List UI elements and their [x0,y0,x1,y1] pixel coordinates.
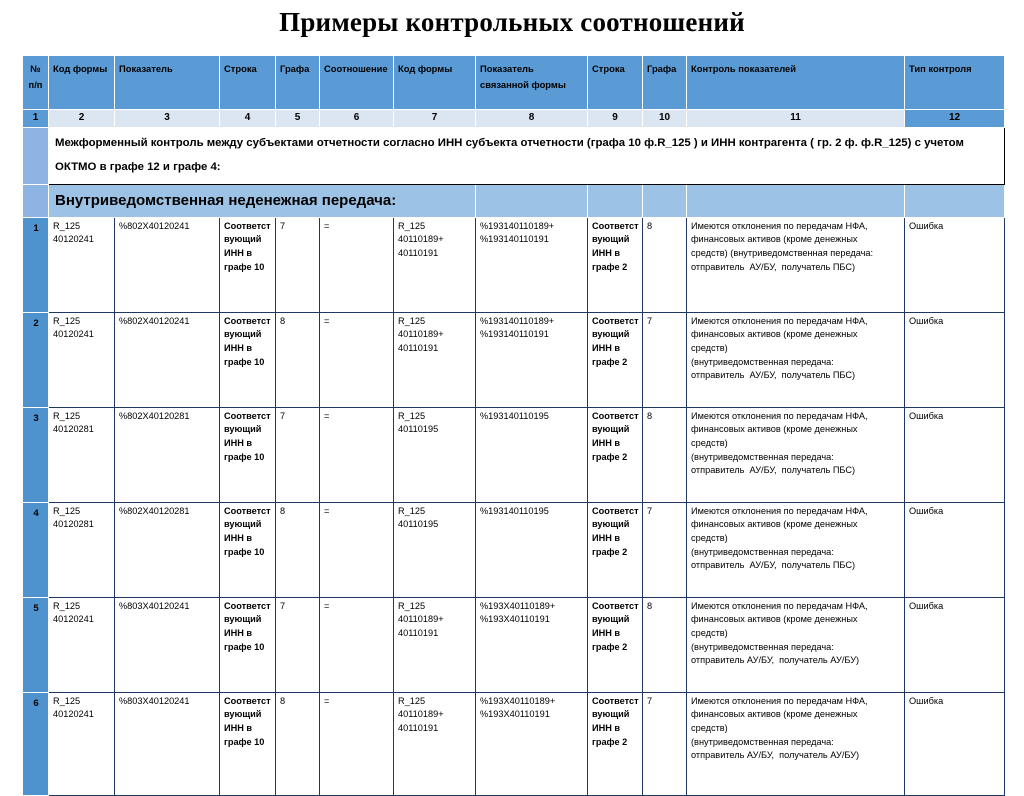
cell-line-text: 40120241 [53,329,94,340]
cell-line-text: вующий [224,709,262,720]
cell-line-text: вующий [224,614,262,625]
cell-line-text: средств) (внутриведомственная передача: [691,248,874,259]
cell-line-text: графе 2 [592,261,628,272]
cell-line [220,312,276,407]
cell-line-text: 8 [647,410,653,421]
cell-line-text: Соответст [592,695,639,706]
cell-line-text: %802X40120241 [119,220,190,231]
cell-line [220,692,276,795]
cell-related-indicator [476,312,588,407]
cell-line-text: 8 [647,600,653,611]
cell-line-text: %193X40110191 [480,709,550,720]
cell-relation [320,312,394,407]
cell-line-text: Имеются отклонения по передачам НФА, [691,410,868,421]
cell-line-text: Имеются отклонения по передачам НФА, [691,505,868,516]
cell-line-text: графе 10 [224,356,265,367]
table-row[interactable] [23,597,1005,692]
cell-line-text: Соответст [592,600,639,611]
cell-line-text: Соответст [592,220,639,231]
colnum-5: 5 [276,110,320,128]
cell-line-text: Соответст [592,410,639,421]
cell-related-form-code [394,217,476,312]
cell-column [276,312,320,407]
cell-line-text: R_125 [53,220,81,231]
header-cell-column: Графа [276,56,320,110]
cell-line-text: 8 [280,695,286,706]
cell-line-text: R_125 [53,505,81,516]
cell-control [687,217,905,312]
cell-related-column [643,407,687,502]
cell-column [276,217,320,312]
cell-line-text: ИНН в [592,248,621,259]
cell-control [687,407,905,502]
cell-line-text: вующий [224,329,262,340]
cell-line-text: R_125 [53,315,81,326]
cell-line-text: средств) [691,343,728,354]
cell-line-text: = [324,315,330,326]
table-header-row [23,56,1005,110]
cell-line-text: ИНН в [592,438,621,449]
cell-line-text: 7 [647,315,653,326]
cell-line-text: графе 2 [592,451,628,462]
cell-line-text: R_125 [53,410,81,421]
cell-line-text: ИНН в [224,438,253,449]
cell-relation [320,597,394,692]
cell-form-code [49,597,115,692]
cell-related-form-code [394,312,476,407]
page-title: Примеры контрольных соотношений [279,7,745,37]
control-ratios-table [22,55,1005,796]
section-row-title: Внутриведомственная неденежная передача: [49,184,476,217]
cell-line-text: 7 [280,410,286,421]
cell-control-type [905,502,1005,597]
cell-line-text: 40110189+ [398,234,444,245]
cell-line-text: графе 10 [224,546,265,557]
colnum-8: 8 [476,110,588,128]
cell-line-text: Соответст [592,315,639,326]
cell-line-text: графе 10 [224,451,265,462]
cell-line [220,597,276,692]
cell-line-text: вующий [224,424,262,435]
cell-related-line [588,597,643,692]
cell-line-text: R_125 [398,505,426,516]
note-row-text: Межформенный контроль между субъектами отчетности согласно ИНН субъекта отчетности (графа 10 ф.R_125 ) и ИНН контрагента ( гр. 2 ф. ф.R_125) с учетом ОКТМО в графе 12 и графе 4: [49,127,1005,184]
cell-control [687,312,905,407]
cell-line-text: R_125 [398,600,426,611]
cell-line-text: Соответст [224,695,271,706]
cell-line-text: графе 10 [224,736,265,747]
section-row-side-marker [23,184,49,217]
header-cell-indicator: Показатель [115,56,220,110]
cell-related-form-code [394,597,476,692]
cell-control-type [905,312,1005,407]
cell-related-line [588,407,643,502]
cell-line-text: R_125 [398,695,426,706]
cell-line-text: ИНН в [224,343,253,354]
table-row[interactable] [23,407,1005,502]
cell-line-text: R_125 [398,410,426,421]
control-ratios-table-wrapper [22,55,1004,796]
cell-line-text: 8 [647,220,653,231]
table-row[interactable] [23,312,1005,407]
cell-column [276,692,320,795]
colnum-9: 9 [588,110,643,128]
header-cell-line: Строка [220,56,276,110]
colnum-2: 2 [49,110,115,128]
cell-line-text: Ошибка [909,410,944,421]
cell-indicator [115,217,220,312]
cell-relation [320,502,394,597]
cell-related-indicator [476,407,588,502]
cell-line-text: Соответст [224,505,271,516]
row-number: 4 [23,502,49,597]
table-row[interactable] [23,217,1005,312]
cell-line-text: вующий [592,519,630,530]
cell-related-column [643,597,687,692]
cell-form-code [49,217,115,312]
cell-line-text: графе 2 [592,641,628,652]
cell-line-text: %193X40110189+ [480,600,556,611]
cell-line-text: = [324,505,330,516]
cell-line-text: отправитель АУ/БУ, получатель АУ/БУ) [691,655,860,666]
header-cell-form-code: Код формы [49,56,115,110]
cell-line-text: 40120241 [53,234,94,245]
cell-line-text: %803X40120241 [119,600,190,611]
cell-line-text: %193140110189+ [480,315,555,326]
cell-line-text: R_125 [53,695,81,706]
cell-line-text: графе 10 [224,641,265,652]
cell-line-text: = [324,600,330,611]
cell-line-text: отправитель АУ/БУ, получатель ПБС) [691,261,856,272]
cell-related-form-code [394,692,476,795]
cell-line-text: отправитель АУ/БУ, получатель ПБС) [691,465,856,476]
cell-related-line [588,217,643,312]
cell-line-text: = [324,695,330,706]
cell-relation [320,692,394,795]
cell-related-column [643,312,687,407]
section-row-blank-5 [905,184,1005,217]
cell-line-text: 40120241 [53,709,94,720]
cell-line-text: вующий [224,234,262,245]
cell-line-text: 40110195 [398,519,439,530]
cell-line-text: 7 [280,220,286,231]
cell-control-type [905,692,1005,795]
row-number: 6 [23,692,49,795]
note-row-side-marker [23,127,49,184]
cell-line-text: %193140110191 [480,234,549,245]
cell-line-text: 7 [280,600,286,611]
cell-line-text: финансовых активов (кроме денежных [691,424,858,435]
colnum-11: 11 [687,110,905,128]
colnum-7: 7 [394,110,476,128]
cell-line-text: 40120281 [53,424,94,435]
cell-line-text: ИНН в [592,533,621,544]
cell-line-text: графе 2 [592,736,628,747]
cell-line-text: 8 [280,315,286,326]
cell-form-code [49,692,115,795]
cell-indicator [115,312,220,407]
cell-line-text: Ошибка [909,600,944,611]
section-row-blank-3 [643,184,687,217]
cell-line-text: Соответст [224,220,271,231]
cell-line-text: R_125 [398,315,426,326]
cell-line-text: R_125 [398,220,426,231]
cell-line-text: отправитель АУ/БУ, получатель ПБС) [691,370,856,381]
cell-line-text: 40110191 [398,628,439,639]
cell-line-text: Имеются отклонения по передачам НФА, [691,315,868,326]
cell-line [220,502,276,597]
table-note-row [23,127,1005,184]
colnum-6: 6 [320,110,394,128]
cell-related-column [643,692,687,795]
cell-line-text: ИНН в [592,723,621,734]
cell-line-text: вующий [592,614,630,625]
table-row[interactable] [23,692,1005,795]
table-section-row [23,184,1005,217]
cell-line-text: 40110191 [398,343,439,354]
cell-related-indicator [476,217,588,312]
cell-line-text: = [324,220,330,231]
row-number: 2 [23,312,49,407]
cell-line-text: вующий [592,329,630,340]
cell-line-text: ИНН в [224,723,253,734]
cell-line-text: Соответст [224,600,271,611]
cell-line-text: вующий [224,519,262,530]
cell-line-text: графе 2 [592,546,628,557]
cell-line-text: 40110191 [398,723,439,734]
header-cell-related-indicator: Показатель связанной формы [476,56,588,110]
cell-line-text: 7 [647,695,653,706]
cell-line-text: 40120281 [53,519,94,530]
cell-line-text: Имеются отклонения по передачам НФА, [691,695,868,706]
cell-relation [320,217,394,312]
cell-related-column [643,502,687,597]
cell-line-text: (внутриведомственная передача: [691,736,834,747]
cell-line-text: средств) [691,628,728,639]
cell-line-text: 40110189+ [398,329,444,340]
cell-line-text: графе 2 [592,356,628,367]
cell-control-type [905,217,1005,312]
cell-related-line [588,312,643,407]
colnum-4: 4 [220,110,276,128]
cell-line-text: ИНН в [592,628,621,639]
cell-column [276,407,320,502]
cell-line-text: Соответст [224,410,271,421]
cell-related-indicator [476,597,588,692]
header-cell-num: № п/п [23,56,49,110]
cell-control [687,692,905,795]
cell-line-text: = [324,410,330,421]
cell-line-text: Имеются отклонения по передачам НФА, [691,600,868,611]
cell-control [687,502,905,597]
cell-line-text: (внутриведомственная передача: [691,641,834,652]
cell-line-text: Имеются отклонения по передачам НФА, [691,220,868,231]
cell-line-text: (внутриведомственная передача: [691,546,834,557]
cell-line-text: Ошибка [909,505,944,516]
cell-control-type [905,597,1005,692]
row-number: 5 [23,597,49,692]
cell-indicator [115,407,220,502]
cell-line-text: 7 [647,505,653,516]
cell-line-text: вующий [592,424,630,435]
cell-indicator [115,597,220,692]
cell-line-text: 40110189+ [398,614,444,625]
cell-related-line [588,502,643,597]
cell-line-text: %802X40120281 [119,505,190,516]
cell-line-text: финансовых активов (кроме денежных [691,709,858,720]
table-row[interactable] [23,502,1005,597]
table-column-number-row [23,110,1005,128]
cell-line-text: Соответст [224,315,271,326]
cell-form-code [49,312,115,407]
header-cell-control-type: Тип контроля [905,56,1005,110]
cell-column [276,597,320,692]
cell-line-text: %803X40120241 [119,695,190,706]
colnum-10: 10 [643,110,687,128]
cell-line-text: (внутриведомственная передача: [691,451,834,462]
header-cell-control: Контроль показателей [687,56,905,110]
section-row-blank-1 [476,184,588,217]
cell-line-text: %802X40120281 [119,410,190,421]
cell-line-text: %193140110195 [480,505,549,516]
cell-line-text: (внутриведомственная передача: [691,356,834,367]
cell-form-code [49,502,115,597]
cell-line-text: отправитель АУ/БУ, получатель АУ/БУ) [691,750,860,761]
cell-line [220,407,276,502]
cell-line-text: средств) [691,438,728,449]
cell-line-text: Ошибка [909,695,944,706]
cell-line-text: Ошибка [909,315,944,326]
cell-line-text: Ошибка [909,220,944,231]
cell-line-text: 40120241 [53,614,94,625]
cell-line-text: финансовых активов (кроме денежных [691,329,858,340]
cell-related-indicator [476,502,588,597]
colnum-12: 12 [905,110,1005,128]
cell-line-text: средств) [691,533,728,544]
section-row-blank-4 [687,184,905,217]
cell-related-line [588,692,643,795]
cell-line-text: вующий [592,709,630,720]
cell-line-text: средств) [691,723,728,734]
section-row-blank-2 [588,184,643,217]
cell-line-text: ИНН в [224,628,253,639]
cell-line-text: финансовых активов (кроме денежных [691,614,858,625]
cell-line-text: %193X40110189+ [480,695,556,706]
cell-indicator [115,692,220,795]
cell-line-text: финансовых активов (кроме денежных [691,519,858,530]
cell-line [220,217,276,312]
cell-indicator [115,502,220,597]
cell-line-text: ИНН в [224,533,253,544]
header-cell-related-column: Графа [643,56,687,110]
cell-relation [320,407,394,502]
cell-line-text: 8 [280,505,286,516]
header-cell-related-form-code: Код формы [394,56,476,110]
cell-related-form-code [394,407,476,502]
colnum-3: 3 [115,110,220,128]
row-number: 3 [23,407,49,502]
cell-form-code [49,407,115,502]
cell-line-text: 40110191 [398,248,439,259]
header-cell-relation: Соотношение [320,56,394,110]
cell-line-text: %193140110195 [480,410,549,421]
cell-related-indicator [476,692,588,795]
cell-line-text: ИНН в [592,343,621,354]
cell-line-text: 40110189+ [398,709,444,720]
cell-line-text: 40110195 [398,424,439,435]
header-cell-related-line: Строка [588,56,643,110]
cell-line-text: %193140110189+ [480,220,555,231]
cell-line-text: Соответст [592,505,639,516]
cell-line-text: финансовых активов (кроме денежных [691,234,858,245]
cell-column [276,502,320,597]
cell-control-type [905,407,1005,502]
cell-line-text: ИНН в [224,248,253,259]
cell-related-column [643,217,687,312]
cell-line-text: %193140110191 [480,329,549,340]
cell-related-form-code [394,502,476,597]
cell-line-text: отправитель АУ/БУ, получатель ПБС) [691,560,856,571]
row-number: 1 [23,217,49,312]
cell-line-text: %193X40110191 [480,614,550,625]
colnum-1: 1 [23,110,49,128]
cell-control [687,597,905,692]
cell-line-text: %802X40120241 [119,315,190,326]
cell-line-text: графе 10 [224,261,265,272]
cell-line-text: вующий [592,234,630,245]
cell-line-text: R_125 [53,600,81,611]
